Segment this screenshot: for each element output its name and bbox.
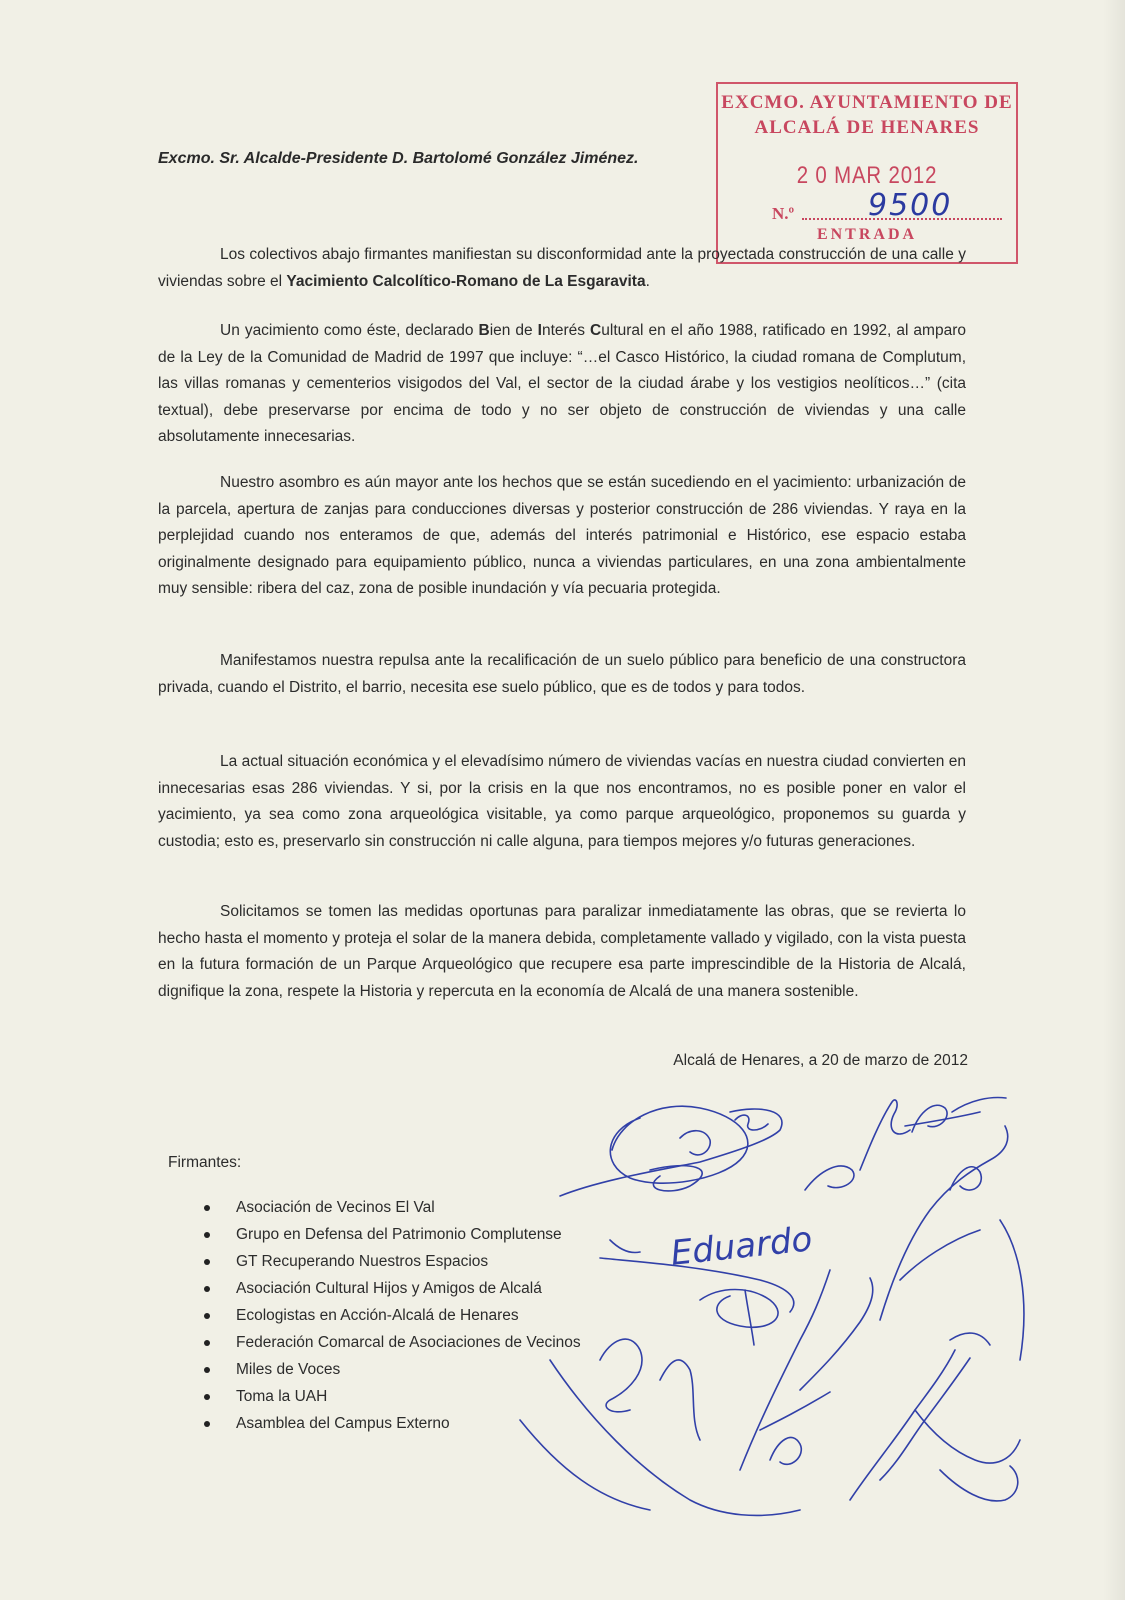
signature-2 <box>805 1098 1006 1190</box>
stamp-number-label: N.º <box>772 204 795 223</box>
paragraph-2-part-a: Un yacimiento como éste, declarado <box>220 322 479 339</box>
paragraph-1-site-name: Yacimiento Calcolítico-Romano de La Esgaravita <box>286 272 646 290</box>
stamp-handwritten-number: 9500 <box>868 188 953 223</box>
signature-eduardo <box>600 1240 794 1312</box>
bullet-icon <box>204 1205 210 1211</box>
paragraph-2-part-e: ultural en el año 1988, ratificado en 1992, al amparo de la Ley de la Comunidad de Madrid de 1997 que incluye: “…el Casco Histórico, la ciudad romana de Complutum, las villas romanas y cementerios visigodos del Val, el sector de la ciudad árabe y los vestigios neolíticos…” (cita textual), debe preservarse por encima de todo y no ser objeto de construcción de viviendas y una calle absolutamente innecesarias. <box>158 322 966 445</box>
signer-name: Asociación Cultural Hijos y Amigos de Alcalá <box>236 1280 542 1297</box>
signer-name: Miles de Voces <box>236 1361 341 1378</box>
stamp-date: 2 0 MAR 2012 <box>796 162 938 189</box>
paragraph-6: Solicitamos se tomen las medidas oportunas para paralizar inmediatamente las obras, que se revierta lo hecho hasta el momento y proteja el solar de la manera debida, completamente vallado y vigilado, con la vista puesta en la futura formación de un Parque Arqueológico que recupere esa parte imprescindible de la Historia de Alcalá, dignifique la zona, respete la Historia y repercuta en la economía de Alcalá de una manera sostenible. <box>158 903 966 1000</box>
bullet-icon <box>204 1313 210 1319</box>
registry-stamp <box>716 82 1018 264</box>
bullet-icon <box>204 1421 210 1427</box>
signer-name: Federación Comarcal de Asociaciones de Vecinos <box>236 1334 581 1351</box>
signers-heading: Firmantes: <box>168 1154 242 1171</box>
bullet-icon <box>204 1340 210 1346</box>
paragraph-2 <box>158 318 966 451</box>
paragraph-2-bold-c: C <box>590 322 602 339</box>
stamp-title-line2: ALCALÁ DE HENARES <box>754 117 980 138</box>
signer-name: Grupo en Defensa del Patrimonio Complutense <box>236 1226 562 1243</box>
signature-7 <box>850 1333 1020 1501</box>
svg-text:Ed‍ua‍r‍do: Ed‍ua‍r‍do <box>668 1219 815 1274</box>
signer-name: Toma la UAH <box>236 1388 328 1405</box>
signature-6 <box>880 1126 1024 1360</box>
scan-shadow <box>1103 0 1125 1600</box>
stamp-title-line1: EXCMO. AYUNTAMIENTO DE <box>721 92 1013 113</box>
paragraph-5: La actual situación económica y el elevadísimo número de viviendas vacías en nuestra ciudad convierten en innecesarias esas 286 viviendas. Y si, por la crisis en la que nos encontramos, no es posible poner en valor el yacimiento, ya sea como zona arqueológica visitable, ya como parque arqueológico, proponemos su guarda y custodia; esto es, preservarlo sin construcción ni calle alguna, para tiempos mejores y/o futuras generaciones. <box>158 753 966 850</box>
signature-sweeps <box>520 1360 800 1515</box>
paragraph-1-end: . <box>645 272 650 290</box>
signature-1 <box>560 1106 782 1196</box>
stamp-number-row <box>772 188 1002 224</box>
paragraph-2-bold-i: I <box>537 322 542 339</box>
recipient-line: Excmo. Sr. Alcalde-Presidente D. Bartolomé González Jiménez. <box>158 150 639 167</box>
paragraph-2-part-c: ien de <box>489 322 538 339</box>
signer-name: GT Recuperando Nuestros Espacios <box>236 1253 489 1270</box>
paragraph-3: Nuestro asombro es aún mayor ante los hechos que se están sucediendo en el yacimiento: urbanización de la parcela, apertura de zanjas para conducciones diversas y posterior construcción de 286 viviendas. Y raya en la perplejidad cuando nos enteramos de que, además del interés patrimonial e Histórico, ese espacio estaba originalmente designado para equipamiento público, nunca a viviendas particulares, en una zona ambientalmente muy sensible: ribera del caz, zona de posible inundación y vía pecuaria protegida. <box>158 474 966 597</box>
signature-5 <box>740 1270 873 1470</box>
paragraph-4: Manifestamos nuestra repulsa ante la recalificación de un suelo público para beneficio de una constructora privada, cuando el Distrito, el barrio, necesita ese suelo público, que es de todos y para todos. <box>158 652 966 696</box>
paragraph-1 <box>158 242 966 295</box>
bullet-icon <box>204 1394 210 1400</box>
signer-name: Asamblea del Campus Externo <box>236 1415 450 1432</box>
paragraph-2-part-d: nterés <box>541 322 591 339</box>
signature-4 <box>600 1290 778 1441</box>
stamp-entrada: ENTRADA <box>816 226 918 243</box>
bullet-icon <box>204 1259 210 1265</box>
bullet-icon <box>204 1367 210 1373</box>
paragraph-1-text: Los colectivos abajo firmantes manifiestan su disconformidad ante la proyectada construcción de una calle y viviendas sobre el <box>158 246 966 290</box>
paragraph-2-bold-b: B <box>478 322 490 339</box>
place-date-line: Alcalá de Henares, a 20 de marzo de 2012 <box>673 1052 968 1069</box>
bullet-icon <box>204 1286 210 1292</box>
signer-name: Asociación de Vecinos El Val <box>236 1199 435 1216</box>
bullet-icon <box>204 1232 210 1238</box>
signer-name: Ecologistas en Acción-Alcalá de Henares <box>236 1307 519 1324</box>
